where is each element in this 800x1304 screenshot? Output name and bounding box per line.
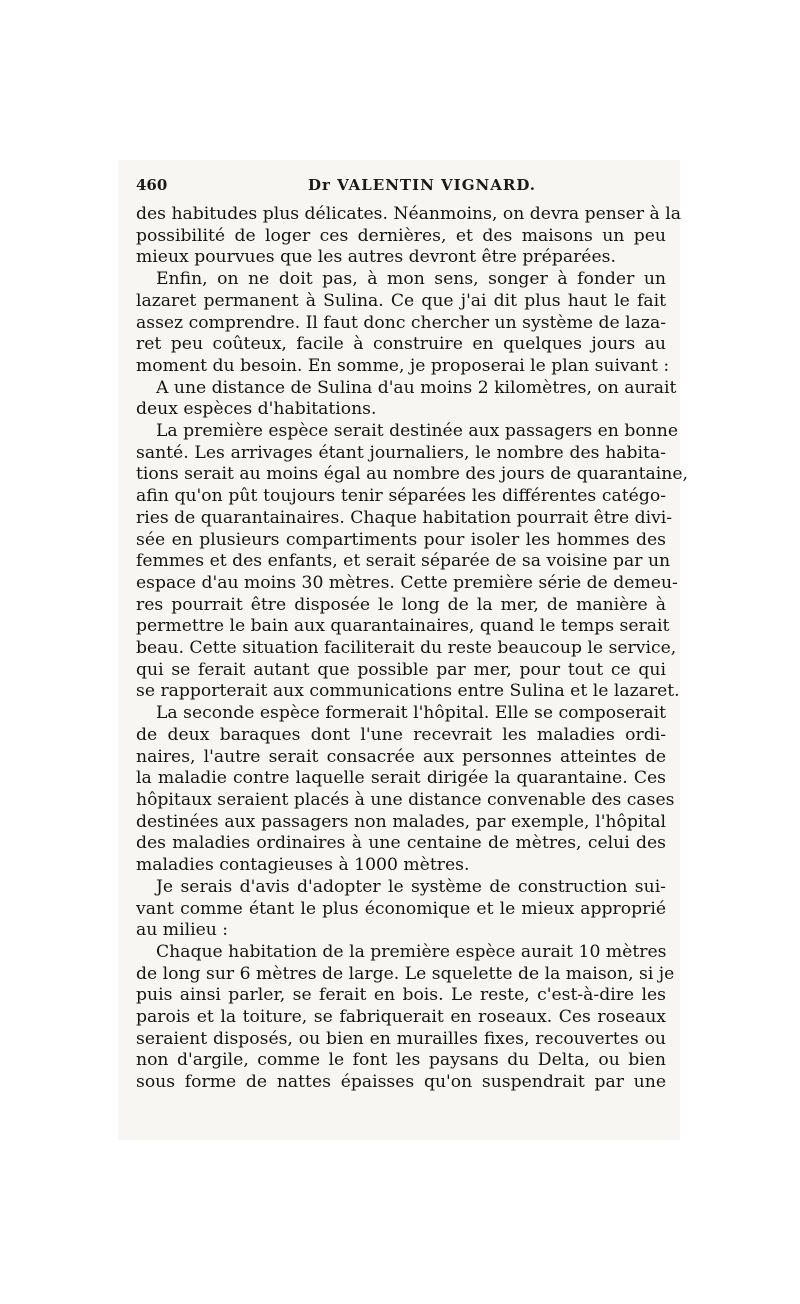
text-line: assez comprendre. Il faut donc chercher un système de laza- bbox=[136, 312, 667, 333]
text-line: moment du besoin. En somme, je proposerai le plan suivant : bbox=[136, 355, 670, 376]
text-line: de long sur 6 mètres de large. Le squelette de la maison, si je bbox=[136, 963, 675, 984]
text-line: de deux baraques dont l'une recevrait les maladies ordi- bbox=[136, 724, 666, 745]
text-line: des habitudes plus délicates. Néanmoins, on devra penser à la bbox=[136, 204, 681, 224]
page-number: 460 bbox=[136, 176, 168, 194]
text-line: se rapporterait aux communications entre Sulina et le lazaret. bbox=[136, 681, 680, 702]
text-line: La seconde espèce formerait l'hôpital. Elle se composerait bbox=[156, 703, 666, 724]
text-line: tions serait au moins égal au nombre des jours de quarantaine, bbox=[136, 464, 688, 485]
text-line: res pourrait être disposée le long de la mer, de manière à bbox=[136, 594, 666, 615]
text-line: La première espèce serait destinée aux passagers en bonne bbox=[156, 421, 679, 442]
text-line: afin qu'on pût toujours tenir séparées les différentes catégo- bbox=[136, 486, 666, 507]
text-line: qui se ferait autant que possible par mer, pour tout ce qui bbox=[136, 659, 666, 680]
text-line: maladies contagieuses à 1000 mètres. bbox=[136, 855, 470, 876]
text-line: parois et la toiture, se fabriquerait en roseaux. Ces roseaux bbox=[136, 1007, 666, 1028]
text-line: seraient disposés, ou bien en murailles fixes, recouvertes ou bbox=[136, 1028, 666, 1049]
text-line: Je serais d'avis d'adopter le système de construction sui- bbox=[156, 876, 666, 897]
text-line: beau. Cette situation faciliterait du reste beaucoup le service, bbox=[136, 638, 677, 659]
text-line: au milieu : bbox=[136, 920, 229, 941]
text-line: ries de quarantainaires. Chaque habitation pourrait être divi- bbox=[136, 507, 673, 528]
text-line: ret peu coûteux, facile à construire en quelques jours au bbox=[136, 334, 666, 355]
text-line: des maladies ordinaires à une centaine de mètres, celui des bbox=[136, 833, 666, 854]
running-head: Dr VALENTIN VIGNARD. bbox=[308, 176, 537, 194]
text-line: espace d'au moins 30 mètres. Cette première série de demeu- bbox=[136, 572, 678, 593]
text-line: hôpitaux seraient placés à une distance convenable des cases bbox=[136, 789, 675, 810]
text-line: lazaret permanent à Sulina. Ce que j'ai dit plus haut le fait bbox=[136, 290, 666, 311]
text-line: Chaque habitation de la première espèce aurait 10 mètres bbox=[156, 941, 667, 962]
text-line: mieux pourvues que les autres devront être préparées. bbox=[136, 247, 616, 268]
text-line: vant comme étant le plus économique et le mieux approprié bbox=[136, 898, 666, 919]
text-line: Enfin, on ne doit pas, à mon sens, songer à fonder un bbox=[156, 269, 666, 290]
text-line: femmes et des enfants, et serait séparée de sa voisine par un bbox=[136, 551, 671, 572]
text-line: puis ainsi parler, se ferait en bois. Le reste, c'est-à-dire les bbox=[136, 985, 666, 1006]
text-line: A une distance de Sulina d'au moins 2 kilomètres, on aurait bbox=[156, 377, 677, 398]
text-line: destinées aux passagers non malades, par exemple, l'hôpital bbox=[136, 811, 666, 832]
text-line: santé. Les arrivages étant journaliers, le nombre des habita- bbox=[136, 442, 666, 463]
text-line: non d'argile, comme le font les paysans du Delta, ou bien bbox=[136, 1050, 666, 1071]
text-line: naires, l'autre serait consacrée aux personnes atteintes de bbox=[136, 746, 666, 767]
text-line: la maladie contre laquelle serait dirigée la quarantaine. Ces bbox=[136, 768, 666, 789]
text-line: deux espèces d'habitations. bbox=[136, 399, 377, 420]
text-line: sous forme de nattes épaisses qu'on suspendrait par une bbox=[136, 1072, 666, 1093]
text-line: permettre le bain aux quarantainaires, quand le temps serait bbox=[136, 616, 670, 637]
body-text bbox=[136, 204, 688, 1094]
text-line: possibilité de loger ces dernières, et des maisons un peu bbox=[136, 225, 666, 246]
page-header bbox=[136, 176, 664, 200]
text-line: sée en plusieurs compartiments pour isoler les hommes des bbox=[136, 529, 666, 550]
